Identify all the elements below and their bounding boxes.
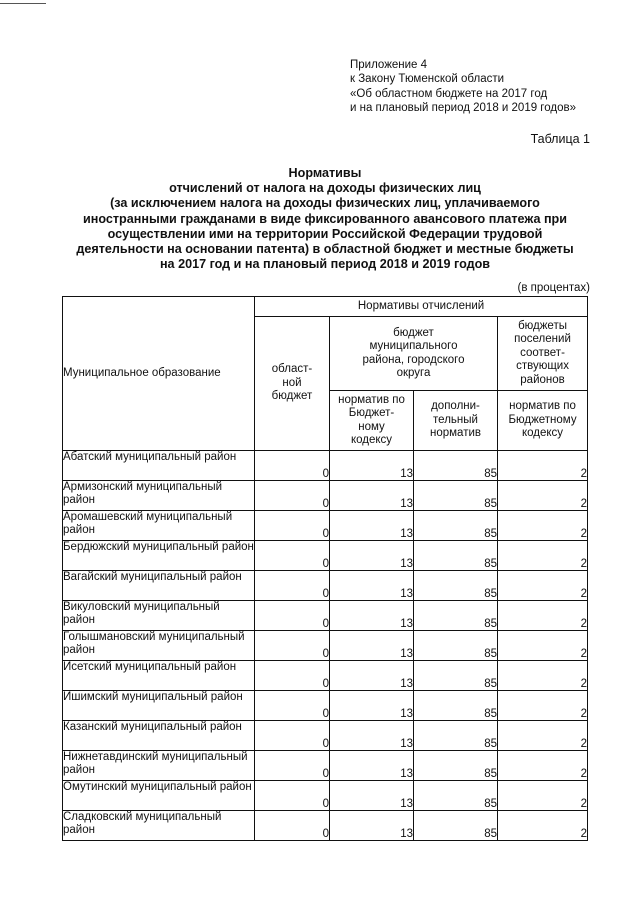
row-regional: 0 bbox=[255, 811, 330, 841]
title-line: деятельности на основании патента) в областной бюджет и местные бюджеты bbox=[76, 242, 574, 257]
row-additional: 85 bbox=[414, 631, 498, 661]
row-by-code: 13 bbox=[330, 601, 414, 631]
row-additional: 85 bbox=[414, 811, 498, 841]
row-name: Аромашевский муниципальный район bbox=[63, 511, 255, 541]
row-by-code: 13 bbox=[330, 811, 414, 841]
row-name: Исетский муниципальный район bbox=[63, 661, 255, 691]
row-settlements: 2 bbox=[498, 571, 588, 601]
row-regional: 0 bbox=[255, 721, 330, 751]
row-name: Нижнетавдинский муниципальный район bbox=[63, 751, 255, 781]
row-regional: 0 bbox=[255, 661, 330, 691]
title-line: иностранными гражданами в виде фиксированного авансового платежа при bbox=[83, 211, 567, 226]
row-name: Вагайский муниципальный район bbox=[63, 571, 255, 601]
row-additional: 85 bbox=[414, 601, 498, 631]
row-regional: 0 bbox=[255, 631, 330, 661]
header-municipal: Муниципальное образование bbox=[63, 297, 255, 451]
row-name: Армизонский муниципальный район bbox=[63, 481, 255, 511]
row-additional: 85 bbox=[414, 691, 498, 721]
header-by-code: норматив по Бюджет- ному кодексу bbox=[330, 391, 414, 451]
row-name: Сладковский муниципальный район bbox=[63, 811, 255, 841]
row-by-code: 13 bbox=[330, 451, 414, 481]
table-row bbox=[63, 781, 588, 811]
row-additional: 85 bbox=[414, 571, 498, 601]
row-settlements: 2 bbox=[498, 481, 588, 511]
table-row bbox=[63, 601, 588, 631]
row-by-code: 13 bbox=[330, 481, 414, 511]
row-settlements: 2 bbox=[498, 511, 588, 541]
row-by-code: 13 bbox=[330, 511, 414, 541]
row-by-code: 13 bbox=[330, 781, 414, 811]
row-regional: 0 bbox=[255, 751, 330, 781]
units-note: (в процентах) bbox=[517, 282, 590, 294]
title-line: отчислений от налога на доходы физических лиц bbox=[169, 181, 481, 196]
table-body bbox=[63, 451, 588, 841]
row-regional: 0 bbox=[255, 571, 330, 601]
row-by-code: 13 bbox=[330, 631, 414, 661]
scan-corner-line bbox=[0, 3, 46, 4]
row-name: Викуловский муниципальный район bbox=[63, 601, 255, 631]
table-row bbox=[63, 451, 588, 481]
row-regional: 0 bbox=[255, 481, 330, 511]
row-settlements: 2 bbox=[498, 751, 588, 781]
row-regional: 0 bbox=[255, 781, 330, 811]
row-additional: 85 bbox=[414, 781, 498, 811]
appendix-line: Приложение 4 bbox=[350, 59, 428, 71]
table-row bbox=[63, 511, 588, 541]
row-name: Бердюжский муниципальный район bbox=[63, 541, 255, 571]
row-name: Ишимский муниципальный район bbox=[63, 691, 255, 721]
table-row bbox=[63, 811, 588, 841]
table-row bbox=[63, 541, 588, 571]
row-by-code: 13 bbox=[330, 751, 414, 781]
title-line: Нормативы bbox=[288, 166, 362, 180]
row-by-code: 13 bbox=[330, 541, 414, 571]
row-regional: 0 bbox=[255, 691, 330, 721]
title-line: осуществлении ими на территории Российской Федерации трудовой bbox=[107, 226, 543, 241]
table-row bbox=[63, 751, 588, 781]
header-settlements: бюджеты поселений соответ- ствующих районов bbox=[498, 317, 588, 391]
table-row bbox=[63, 691, 588, 721]
row-by-code: 13 bbox=[330, 661, 414, 691]
header-settlements-code: норматив по Бюджетному кодексу bbox=[498, 391, 588, 451]
row-settlements: 2 bbox=[498, 451, 588, 481]
row-settlements: 2 bbox=[498, 781, 588, 811]
table-row bbox=[63, 721, 588, 751]
header-regional: област- ной бюджет bbox=[255, 317, 330, 451]
row-additional: 85 bbox=[414, 481, 498, 511]
row-regional: 0 bbox=[255, 541, 330, 571]
header-normatives: Нормативы отчислений bbox=[255, 297, 588, 317]
table-number: Таблица 1 bbox=[530, 132, 590, 146]
title-line: на 2017 год и на плановый период 2018 и 2019 годов bbox=[159, 257, 491, 272]
row-additional: 85 bbox=[414, 541, 498, 571]
row-settlements: 2 bbox=[498, 661, 588, 691]
row-by-code: 13 bbox=[330, 721, 414, 751]
row-name: Голышмановский муниципальный район bbox=[63, 631, 255, 661]
header-district: бюджет муниципального района, городского округа bbox=[330, 317, 498, 391]
appendix-line: «Об областном бюджете на 2017 год bbox=[350, 87, 548, 100]
document-title bbox=[62, 166, 588, 272]
table-header bbox=[63, 297, 588, 451]
table-row bbox=[63, 571, 588, 601]
row-settlements: 2 bbox=[498, 601, 588, 631]
row-settlements: 2 bbox=[498, 541, 588, 571]
row-additional: 85 bbox=[414, 751, 498, 781]
row-settlements: 2 bbox=[498, 691, 588, 721]
row-additional: 85 bbox=[414, 511, 498, 541]
title-line: (за исключением налога на доходы физических лиц, уплачиваемого bbox=[110, 196, 540, 211]
normatives-table bbox=[62, 296, 588, 841]
row-settlements: 2 bbox=[498, 631, 588, 661]
row-regional: 0 bbox=[255, 451, 330, 481]
row-by-code: 13 bbox=[330, 571, 414, 601]
row-name: Омутинский муниципальный район bbox=[63, 781, 255, 811]
header-additional: дополни- тельный норматив bbox=[414, 391, 498, 451]
row-settlements: 2 bbox=[498, 721, 588, 751]
row-additional: 85 bbox=[414, 721, 498, 751]
row-settlements: 2 bbox=[498, 811, 588, 841]
table-row bbox=[63, 661, 588, 691]
table-row bbox=[63, 631, 588, 661]
row-regional: 0 bbox=[255, 511, 330, 541]
row-name: Абатский муниципальный район bbox=[63, 451, 255, 481]
appendix-note bbox=[350, 58, 576, 116]
row-name: Казанский муниципальный район bbox=[63, 721, 255, 751]
row-additional: 85 bbox=[414, 451, 498, 481]
row-regional: 0 bbox=[255, 601, 330, 631]
row-additional: 85 bbox=[414, 661, 498, 691]
row-by-code: 13 bbox=[330, 691, 414, 721]
table-row bbox=[63, 481, 588, 511]
appendix-line: и на плановый период 2018 и 2019 годов» bbox=[350, 102, 576, 115]
appendix-line: к Закону Тюменской области bbox=[350, 73, 505, 86]
